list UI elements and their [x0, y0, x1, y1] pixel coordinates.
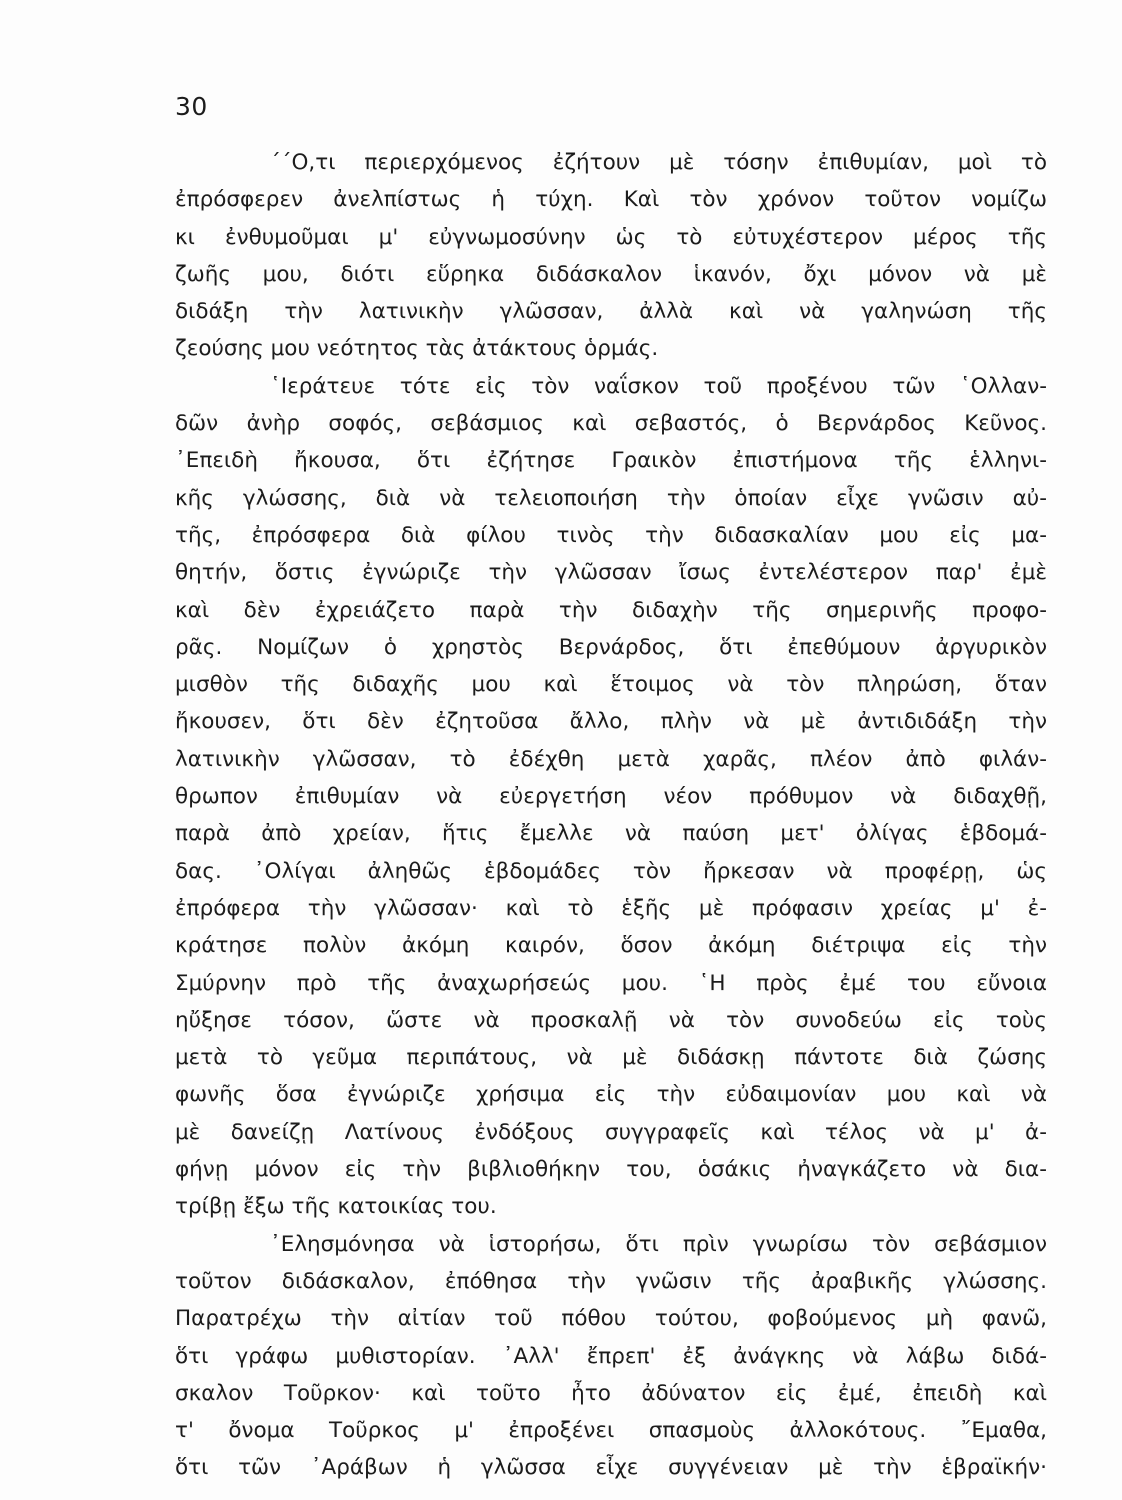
text-line: καὶ δὲν ἐχρειάζετο παρὰ τὴν διδαχὴν τῆς σημερινῆς προφο- — [175, 597, 1047, 623]
text-line: ρᾶς. Νομίζων ὁ χρηστὸς Βερνάρδος, ὅτι ἐπεθύμουν ἀργυρικὸν — [175, 634, 1047, 660]
text-line: ζωῆς μου, διότι εὕρηκα διδάσκαλον ἱκανόν, ὄχι μόνον νὰ μὲ — [175, 261, 1047, 287]
text-line: μετὰ τὸ γεῦμα περιπάτους, νὰ μὲ διδάσκῃ πάντοτε διὰ ζώσης — [175, 1045, 1047, 1071]
text-line: ΄΄Ο,τι περιερχόμενος ἐζήτουν μὲ τόσην ἐπιθυμίαν, μοὶ τὸ — [270, 150, 1047, 175]
text-line: διδάξη τὴν λατινικὴν γλῶσσαν, ἀλλὰ καὶ νὰ γαληνώση τῆς — [175, 299, 1047, 325]
text-line: θρωπον ἐπιθυμίαν νὰ εὐεργετήση νέον πρόθυμον νὰ διδαχθῇ, — [175, 784, 1047, 810]
text-line: κράτησε πολὺν ἀκόμη καιρόν, ὅσον ἀκόμη διέτριψα εἰς τὴν — [175, 933, 1047, 959]
text-line: κῆς γλώσσης, διὰ νὰ τελειοποιήση τὴν ὁποίαν εἶχε γνῶσιν αὐ- — [175, 485, 1047, 511]
text-line: δῶν ἀνὴρ σοφός, σεβάσμιος καὶ σεβαστός, ὁ Βερνάρδος Κεῦνος. — [175, 411, 1047, 437]
text-line: ζεούσης μου νεότητος τὰς ἀτάκτους ὁρμάς. — [175, 336, 659, 362]
text-line: Σμύρνην πρὸ τῆς ἀναχωρήσεώς μου. ῾Η πρὸς ἐμέ του εὔνοια — [175, 970, 1047, 996]
text-line: ῾Ιεράτευε τότε εἰς τὸν ναΐσκον τοῦ προξένου τῶν ῾Ολλαν- — [270, 373, 1047, 399]
text-line: μὲ δανείζῃ Λατίνους ἐνδόξους συγγραφεῖς καὶ τέλος νὰ μ' ἀ- — [175, 1119, 1047, 1145]
text-line: τοῦτον διδάσκαλον, ἐπόθησα τὴν γνῶσιν τῆς ἀραβικῆς γλώσσης. — [175, 1268, 1047, 1294]
text-line: ὅτι τῶν ᾿Αράβων ἡ γλῶσσα εἶχε συγγένειαν μὲ τὴν ἑβραϊκήν· — [175, 1455, 1047, 1481]
text-line: παρὰ ἀπὸ χρείαν, ἥτις ἔμελλε νὰ παύση μετ' ὀλίγας ἑβδομά- — [175, 821, 1047, 847]
text-line: Παρατρέχω τὴν αἰτίαν τοῦ πόθου τούτου, φοβούμενος μὴ φανῶ, — [175, 1306, 1047, 1332]
text-line: τῆς, ἐπρόσφερα διὰ φίλου τινὸς τὴν διδασκαλίαν μου εἰς μα- — [175, 522, 1047, 548]
text-line: τ' ὄνομα Τοῦρκος μ' ἐπροξένει σπασμοὺς ἀλλοκότους. ῎Εμαθα, — [175, 1418, 1047, 1444]
text-line: ὅτι γράφω μυθιστορίαν. ᾿Αλλ' ἔπρεπ' ἐξ ἀνάγκης νὰ λάβω διδά- — [175, 1343, 1047, 1369]
text-line: ηὔξησε τόσον, ὥστε νὰ προσκαλῇ νὰ τὸν συνοδεύω εἰς τοὺς — [175, 1007, 1047, 1033]
text-line: λατινικὴν γλῶσσαν, τὸ ἐδέχθη μετὰ χαρᾶς, πλέον ἀπὸ φιλάν- — [175, 746, 1047, 772]
page-number: 30 — [175, 92, 208, 121]
text-line: δας. ᾿Ολίγαι ἀληθῶς ἑβδομάδες τὸν ἤρκεσαν νὰ προφέρῃ, ὡς — [175, 858, 1047, 884]
body-text — [175, 144, 1047, 1487]
text-line: ᾿Ελησμόνησα νὰ ἱστορήσω, ὅτι πρὶν γνωρίσω τὸν σεβάσμιον — [270, 1231, 1047, 1257]
text-line: σκαλον Τοῦρκον· καὶ τοῦτο ἦτο ἀδύνατον εἰς ἐμέ, ἐπειδὴ καὶ — [175, 1380, 1047, 1406]
text-line: ἤκουσεν, ὅτι δὲν ἐζητοῦσα ἄλλο, πλὴν νὰ μὲ ἀντιδιδάξη τὴν — [175, 709, 1047, 735]
text-line: κι ἐνθυμοῦμαι μ' εὐγνωμοσύνην ὡς τὸ εὐτυχέστερον μέρος τῆς — [175, 224, 1047, 250]
text-line: φωνῆς ὅσα ἐγνώριζε χρήσιμα εἰς τὴν εὐδαιμονίαν μου καὶ νὰ — [175, 1082, 1047, 1108]
text-line: μισθὸν τῆς διδαχῆς μου καὶ ἕτοιμος νὰ τὸν πληρώση, ὅταν — [175, 672, 1047, 698]
text-line: θητήν, ὅστις ἐγνώριζε τὴν γλῶσσαν ἴσως ἐντελέστερον παρ' ἐμὲ — [175, 560, 1047, 586]
text-line: τρίβῃ ἔξω τῆς κατοικίας του. — [175, 1194, 497, 1220]
text-line: ᾿Επειδὴ ἤκουσα, ὅτι ἐζήτησε Γραικὸν ἐπιστήμονα τῆς ἑλληνι- — [175, 448, 1047, 474]
text-line: φήνῃ μόνον εἰς τὴν βιβλιοθήκην του, ὁσάκις ἠναγκάζετο νὰ δια- — [175, 1157, 1047, 1183]
text-line: ἐπρόσφερεν ἀνελπίστως ἡ τύχη. Καὶ τὸν χρόνον τοῦτον νομίζω — [175, 187, 1047, 213]
text-line: ἐπρόφερα τὴν γλῶσσαν· καὶ τὸ ἑξῆς μὲ πρόφασιν χρείας μ' ἐ- — [175, 895, 1047, 921]
